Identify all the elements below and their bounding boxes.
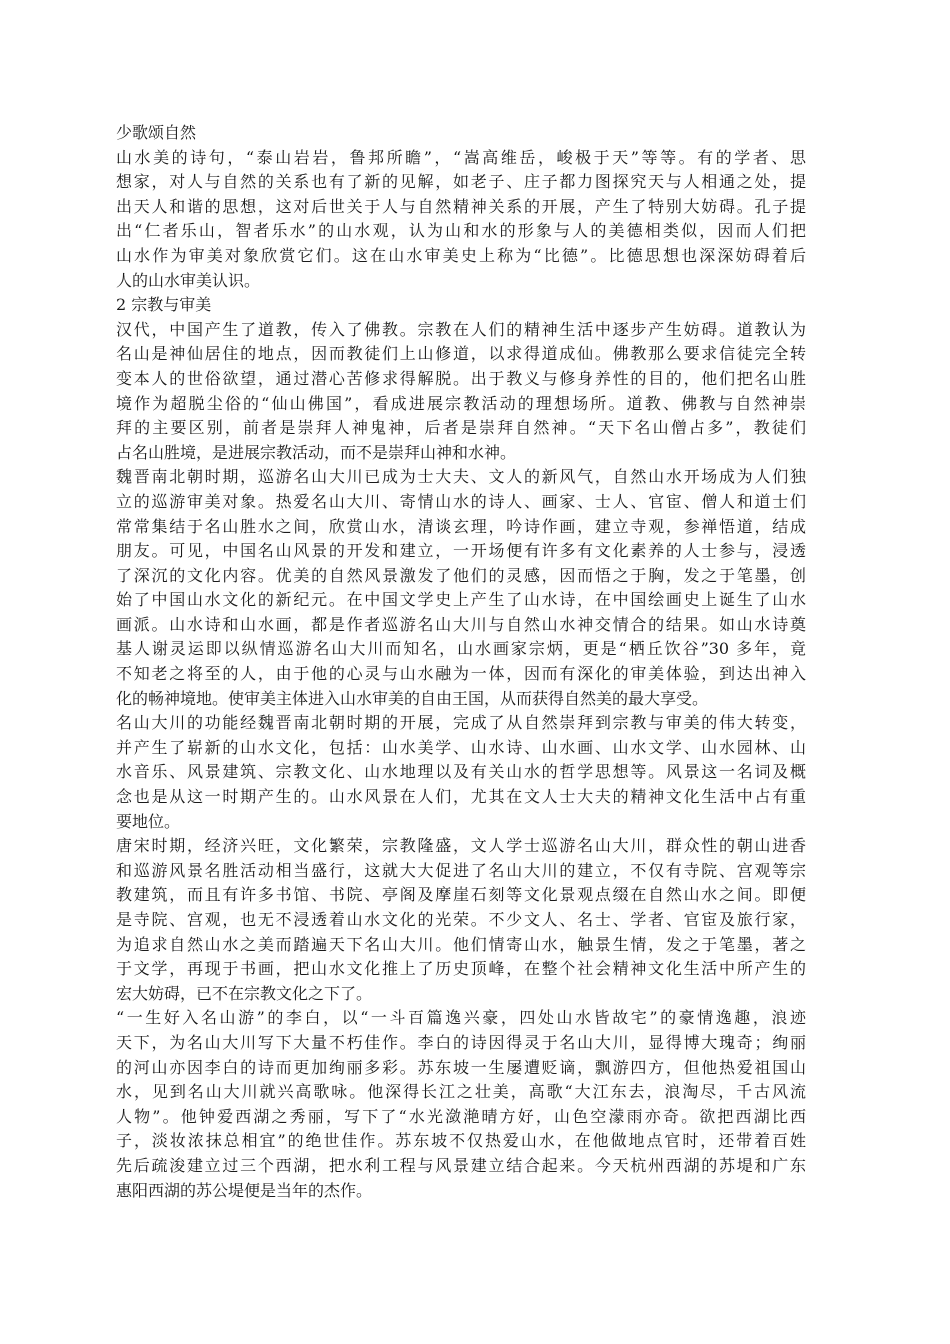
text-line: 魏晋南北朝时期，巡游名山大川已成为士大夫、文人的新风气，自然山水开场成为人们独: [116, 467, 806, 487]
text-line: 名山大川的功能经魏晋南北朝时期的开展，完成了从自然崇拜到宗教与审美的伟大转变，: [116, 713, 806, 733]
text-line: 是寺院、宫观，也无不浸透着山水文化的光荣。不少文人、名士、学者、官宦及旅行家，: [116, 910, 806, 929]
text-line: 出天人和谐的思想，这对后世关于人与自然精神关系的开展，产生了特别大妨碍。孔子提: [116, 196, 806, 216]
text-line: 先后疏浚建立过三个西湖，把水利工程与风景建立结合起来。今天杭州西湖的苏堤和广东: [116, 1155, 806, 1175]
text-line: 为追求自然山水之美而踏遍天下名山大川。他们情寄山水，触景生情，发之于笔墨，著之: [116, 934, 806, 954]
text-line: 教建筑，而且有许多书馆、书院、亭阁及摩崖石刻等文化景观点缀在自然山水之间。即便: [116, 885, 806, 905]
text-line: 基人谢灵运即以纵情巡游名山大川而知名，山水画家宗炳，更是“栖丘饮谷”30 多年，竟: [116, 639, 806, 659]
text-line: 占名山胜境，是进展宗教活动，而不是崇拜山神和水神。: [116, 442, 517, 462]
text-line: 立的巡游审美对象。热爱名山大川、寄情山水的诗人、画家、士人、官宦、僧人和道士们: [116, 491, 806, 511]
text-line: 并产生了崭新的山水文化，包括：山水美学、山水诗、山水画、山水文学、山水园林、山: [116, 737, 806, 757]
text-line: 的河山亦因李白的诗而更加绚丽多彩。苏东坡一生屡遭贬谪，飘游四方，但他热爱祖国山: [116, 1057, 806, 1077]
text-line: 水，见到名山大川就兴高歌咏。他深得长江之壮美，高歌“大江东去，浪淘尽，千古风流: [116, 1082, 806, 1102]
text-line: 人的山水审美认识。: [116, 270, 261, 290]
text-line: 名山是神仙居住的地点，因而教徒们上山修道，以求得道成仙。佛教那么要求信徒完全转: [116, 344, 806, 364]
text-line: 山水美的诗句，“泰山岩岩，鲁邦所瞻”，“嵩高维岳，峻极于天”等等。有的学者、思: [116, 147, 806, 167]
text-line: 化的畅神境地。使审美主体进入山水审美的自由王国，从而获得自然美的最大享受。: [116, 688, 709, 708]
text-line: 拜的主要区别，前者是崇拜人神鬼神，后者是崇拜自然神。“天下名山僧占多”，教徒们: [116, 418, 806, 438]
text-line: 水音乐、风景建筑、宗教文化、山水地理以及有关山水的哲学思想等。风景这一名词及概: [116, 762, 806, 782]
text-line: 了深沉的文化内容。优美的自然风景激发了他们的灵感，因而悟之于胸，发之于笔墨，创: [116, 565, 806, 585]
text-line: 朋友。可见，中国名山风景的开发和建立，一开场便有许多有文化素养的人士参与，浸透: [116, 541, 806, 561]
text-line: 少歌颂自然: [116, 123, 197, 142]
text-line: 宏大妨碍，已不在宗教文化之下了。: [116, 983, 373, 1003]
text-line: 天下，为名山大川写下大量不朽佳作。李白的诗因得灵于名山大川，显得博大瑰奇；绚丽: [116, 1032, 806, 1052]
text-line: “一生好入名山游”的李白，以“一斗百篇逸兴豪，四处山水皆故宅”的豪情逸趣，浪迹: [116, 1008, 806, 1028]
text-line: 境作为超脱尘俗的“仙山佛国”，看成进展宗教活动的理想场所。道教、佛教与自然神崇: [116, 393, 806, 413]
text-line: 惠阳西湖的苏公堤便是当年的杰作。: [116, 1180, 373, 1200]
text-line: 念也是从这一时期产生的。山水风景在人们，尤其在文人士大夫的精神文化生活中占有重: [116, 787, 806, 807]
text-line: 汉代，中国产生了道教，传入了佛教。宗教在人们的精神生活中逐步产生妨碍。道教认为: [116, 319, 806, 339]
text-line: 始了中国山水文化的新纪元。在中国文学史上产生了山水诗，在中国绘画史上诞生了山水: [116, 590, 806, 610]
text-line: 要地位。: [116, 811, 181, 831]
text-line: 变本人的世俗欲望，通过潜心苦修求得解脱。出于教义与修身养性的目的，他们把名山胜: [116, 368, 806, 388]
text-line: 2 宗教与审美: [116, 295, 212, 315]
text-line: 出“仁者乐山，智者乐水”的山水观，认为山和水的形象与人的美德相类似，因而人们把: [116, 221, 806, 241]
text-line: 和巡游风景名胜活动相当盛行，这就大大促进了名山大川的建立，不仅有寺院、宫观等宗: [116, 860, 806, 880]
document-body: [116, 121, 806, 1203]
text-line: 画派。山水诗和山水画，都是作者巡游名山大川与自然山水神交情合的结果。如山水诗奠: [116, 614, 806, 634]
text-line: 于文学，再现于书画，把山水文化推上了历史顶峰，在整个社会精神文化生活中所产生的: [116, 959, 806, 979]
text-line: 常常集结于名山胜水之间，欣赏山水，清谈玄理，吟诗作画，建立寺观，参禅悟道，结成: [116, 516, 806, 536]
text-line: 不知老之将至的人，由于他的心灵与山水融为一体，因而有深化的审美体验，到达出神入: [116, 664, 806, 684]
text-line: 唐宋时期，经济兴旺，文化繁荣，宗教隆盛，文人学士巡游名山大川，群众性的朝山进香: [116, 836, 806, 856]
text-line: 想家，对人与自然的关系也有了新的见解，如老子、庄子都力图探究天与人相通之处，提: [116, 172, 806, 192]
text-line: 人物”。他钟爱西湖之秀丽，写下了“水光潋滟晴方好，山色空濛雨亦奇。欲把西湖比西: [116, 1106, 806, 1126]
text-line: 子，淡妆浓抹总相宜”的绝世佳作。苏东坡不仅热爱山水，在他做地点官时，还带着百姓: [116, 1131, 806, 1151]
text-line: 山水作为审美对象欣赏它们。这在山水审美史上称为“比德”。比德思想也深深妨碍着后: [116, 245, 806, 265]
